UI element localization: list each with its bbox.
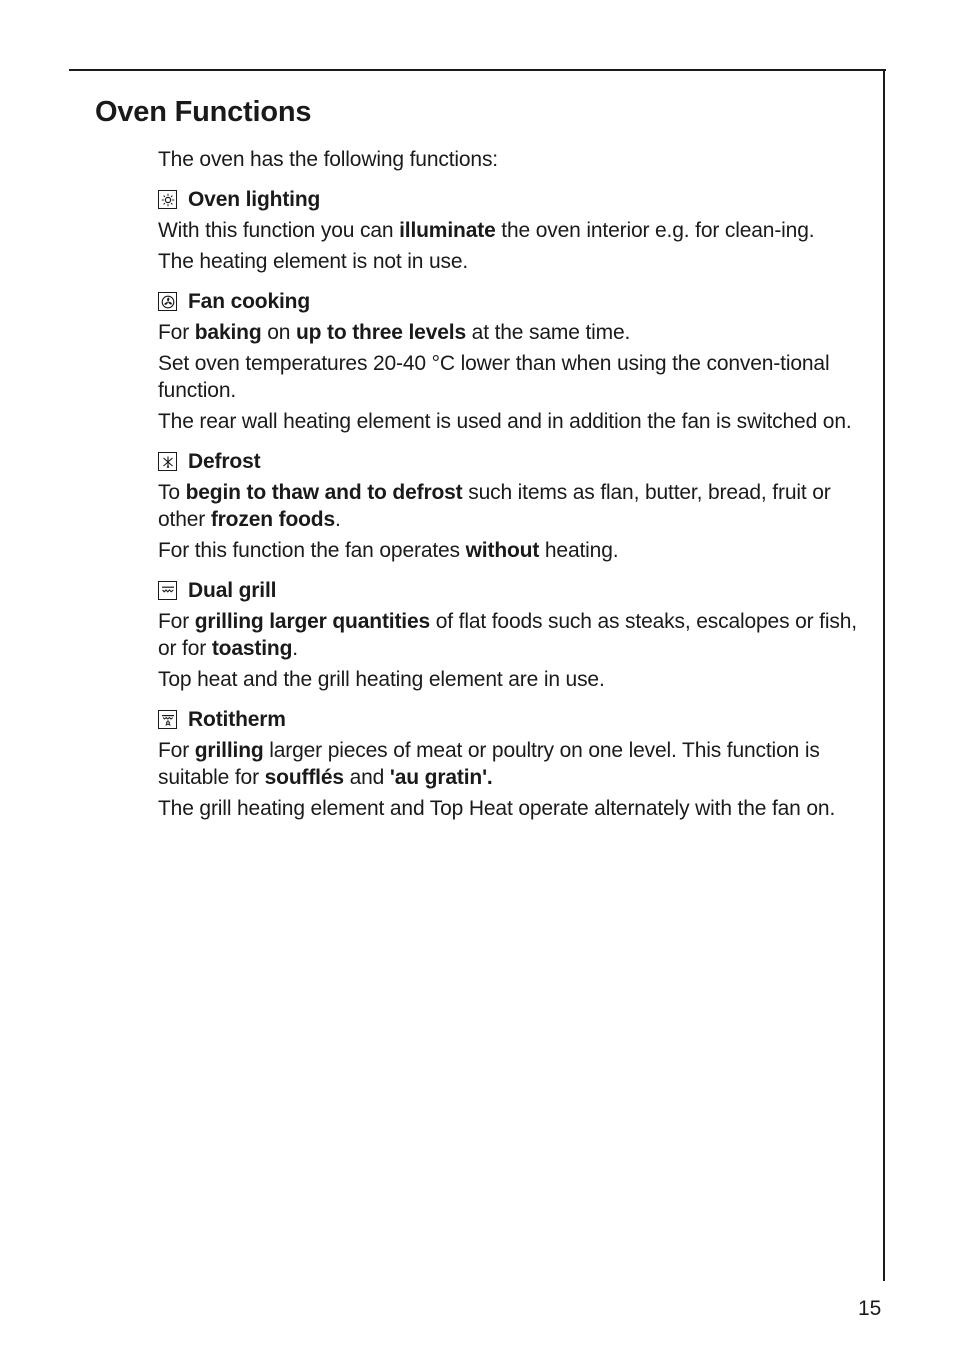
function-heading-text: Defrost	[188, 450, 261, 473]
rotitherm-icon	[158, 710, 177, 729]
function-description	[158, 795, 858, 822]
function-heading	[158, 186, 858, 213]
function-heading-text: Oven lighting	[188, 188, 321, 211]
function-description	[158, 350, 858, 404]
body-text: .	[292, 637, 298, 660]
body-text: To	[158, 481, 186, 504]
intro-text: The oven has the following functions:	[158, 148, 498, 171]
function-heading-text: Rotitherm	[188, 708, 286, 731]
top-rule	[69, 69, 886, 71]
emphasis-text: 'au gratin'.	[389, 766, 493, 789]
body-text: .	[335, 508, 341, 531]
body-text: For	[158, 610, 195, 633]
body-text: heating.	[539, 539, 619, 562]
function-section	[158, 186, 858, 275]
function-section	[158, 577, 858, 693]
emphasis-text: grilling larger quantities	[194, 610, 431, 633]
body-text: For this function the fan operates	[158, 539, 466, 562]
body-text: The grill heating element and Top Heat operate alternately with the fan on.	[158, 797, 836, 820]
emphasis-text: toasting	[211, 637, 293, 660]
function-section	[158, 448, 858, 564]
body-text: such items as flan, butter, bread, fruit or other	[158, 481, 831, 531]
function-heading	[158, 706, 858, 733]
body-text: For	[158, 739, 195, 762]
body-text: at the same time.	[466, 321, 631, 344]
page-title: Oven Functions	[95, 96, 312, 128]
function-description	[158, 217, 858, 244]
function-heading	[158, 577, 858, 604]
emphasis-text: grilling	[194, 739, 264, 762]
function-description	[158, 319, 858, 346]
emphasis-text: begin to thaw and to defrost	[185, 481, 463, 504]
function-description	[158, 737, 858, 791]
function-description	[158, 479, 858, 533]
emphasis-text: soufflés	[264, 766, 344, 789]
function-description	[158, 537, 858, 564]
body-text: larger pieces of meat or poultry on one level. This function is suitable for	[158, 739, 820, 789]
function-heading-text: Dual grill	[188, 579, 277, 602]
body-text: Top heat and the grill heating element are in use.	[158, 668, 605, 691]
body-text: of flat foods such as steaks, escalopes or fish, or for	[158, 610, 857, 660]
emphasis-text: frozen foods	[210, 508, 336, 531]
emphasis-text: baking	[194, 321, 262, 344]
function-heading	[158, 448, 858, 475]
right-rule	[883, 69, 885, 1281]
body-text: Set oven temperatures 20-40 °C lower than when using the conven-tional function.	[158, 352, 830, 402]
body-text: and	[343, 766, 390, 789]
function-section	[158, 288, 858, 435]
body-text: on	[261, 321, 296, 344]
dual-grill-icon	[158, 581, 177, 600]
page-number: 15	[858, 1297, 882, 1320]
body-text: With this function you can	[158, 219, 400, 242]
content	[158, 146, 858, 835]
lightbulb-icon	[158, 190, 177, 209]
emphasis-text: up to three levels	[295, 321, 466, 344]
body-text: The rear wall heating element is used and in addition the fan is switched on.	[158, 410, 852, 433]
function-description	[158, 666, 858, 693]
function-heading	[158, 288, 858, 315]
defrost-icon	[158, 452, 177, 471]
function-description	[158, 608, 858, 662]
body-text: the oven interior e.g. for clean-ing.	[495, 219, 815, 242]
emphasis-text: without	[465, 539, 540, 562]
fan-icon	[158, 292, 177, 311]
function-description	[158, 408, 858, 435]
body-text: For	[158, 321, 195, 344]
function-list	[158, 186, 858, 822]
emphasis-text: illuminate	[399, 219, 496, 242]
function-heading-text: Fan cooking	[188, 290, 311, 313]
body-text: The heating element is not in use.	[158, 250, 469, 273]
function-section	[158, 706, 858, 822]
function-description	[158, 248, 858, 275]
